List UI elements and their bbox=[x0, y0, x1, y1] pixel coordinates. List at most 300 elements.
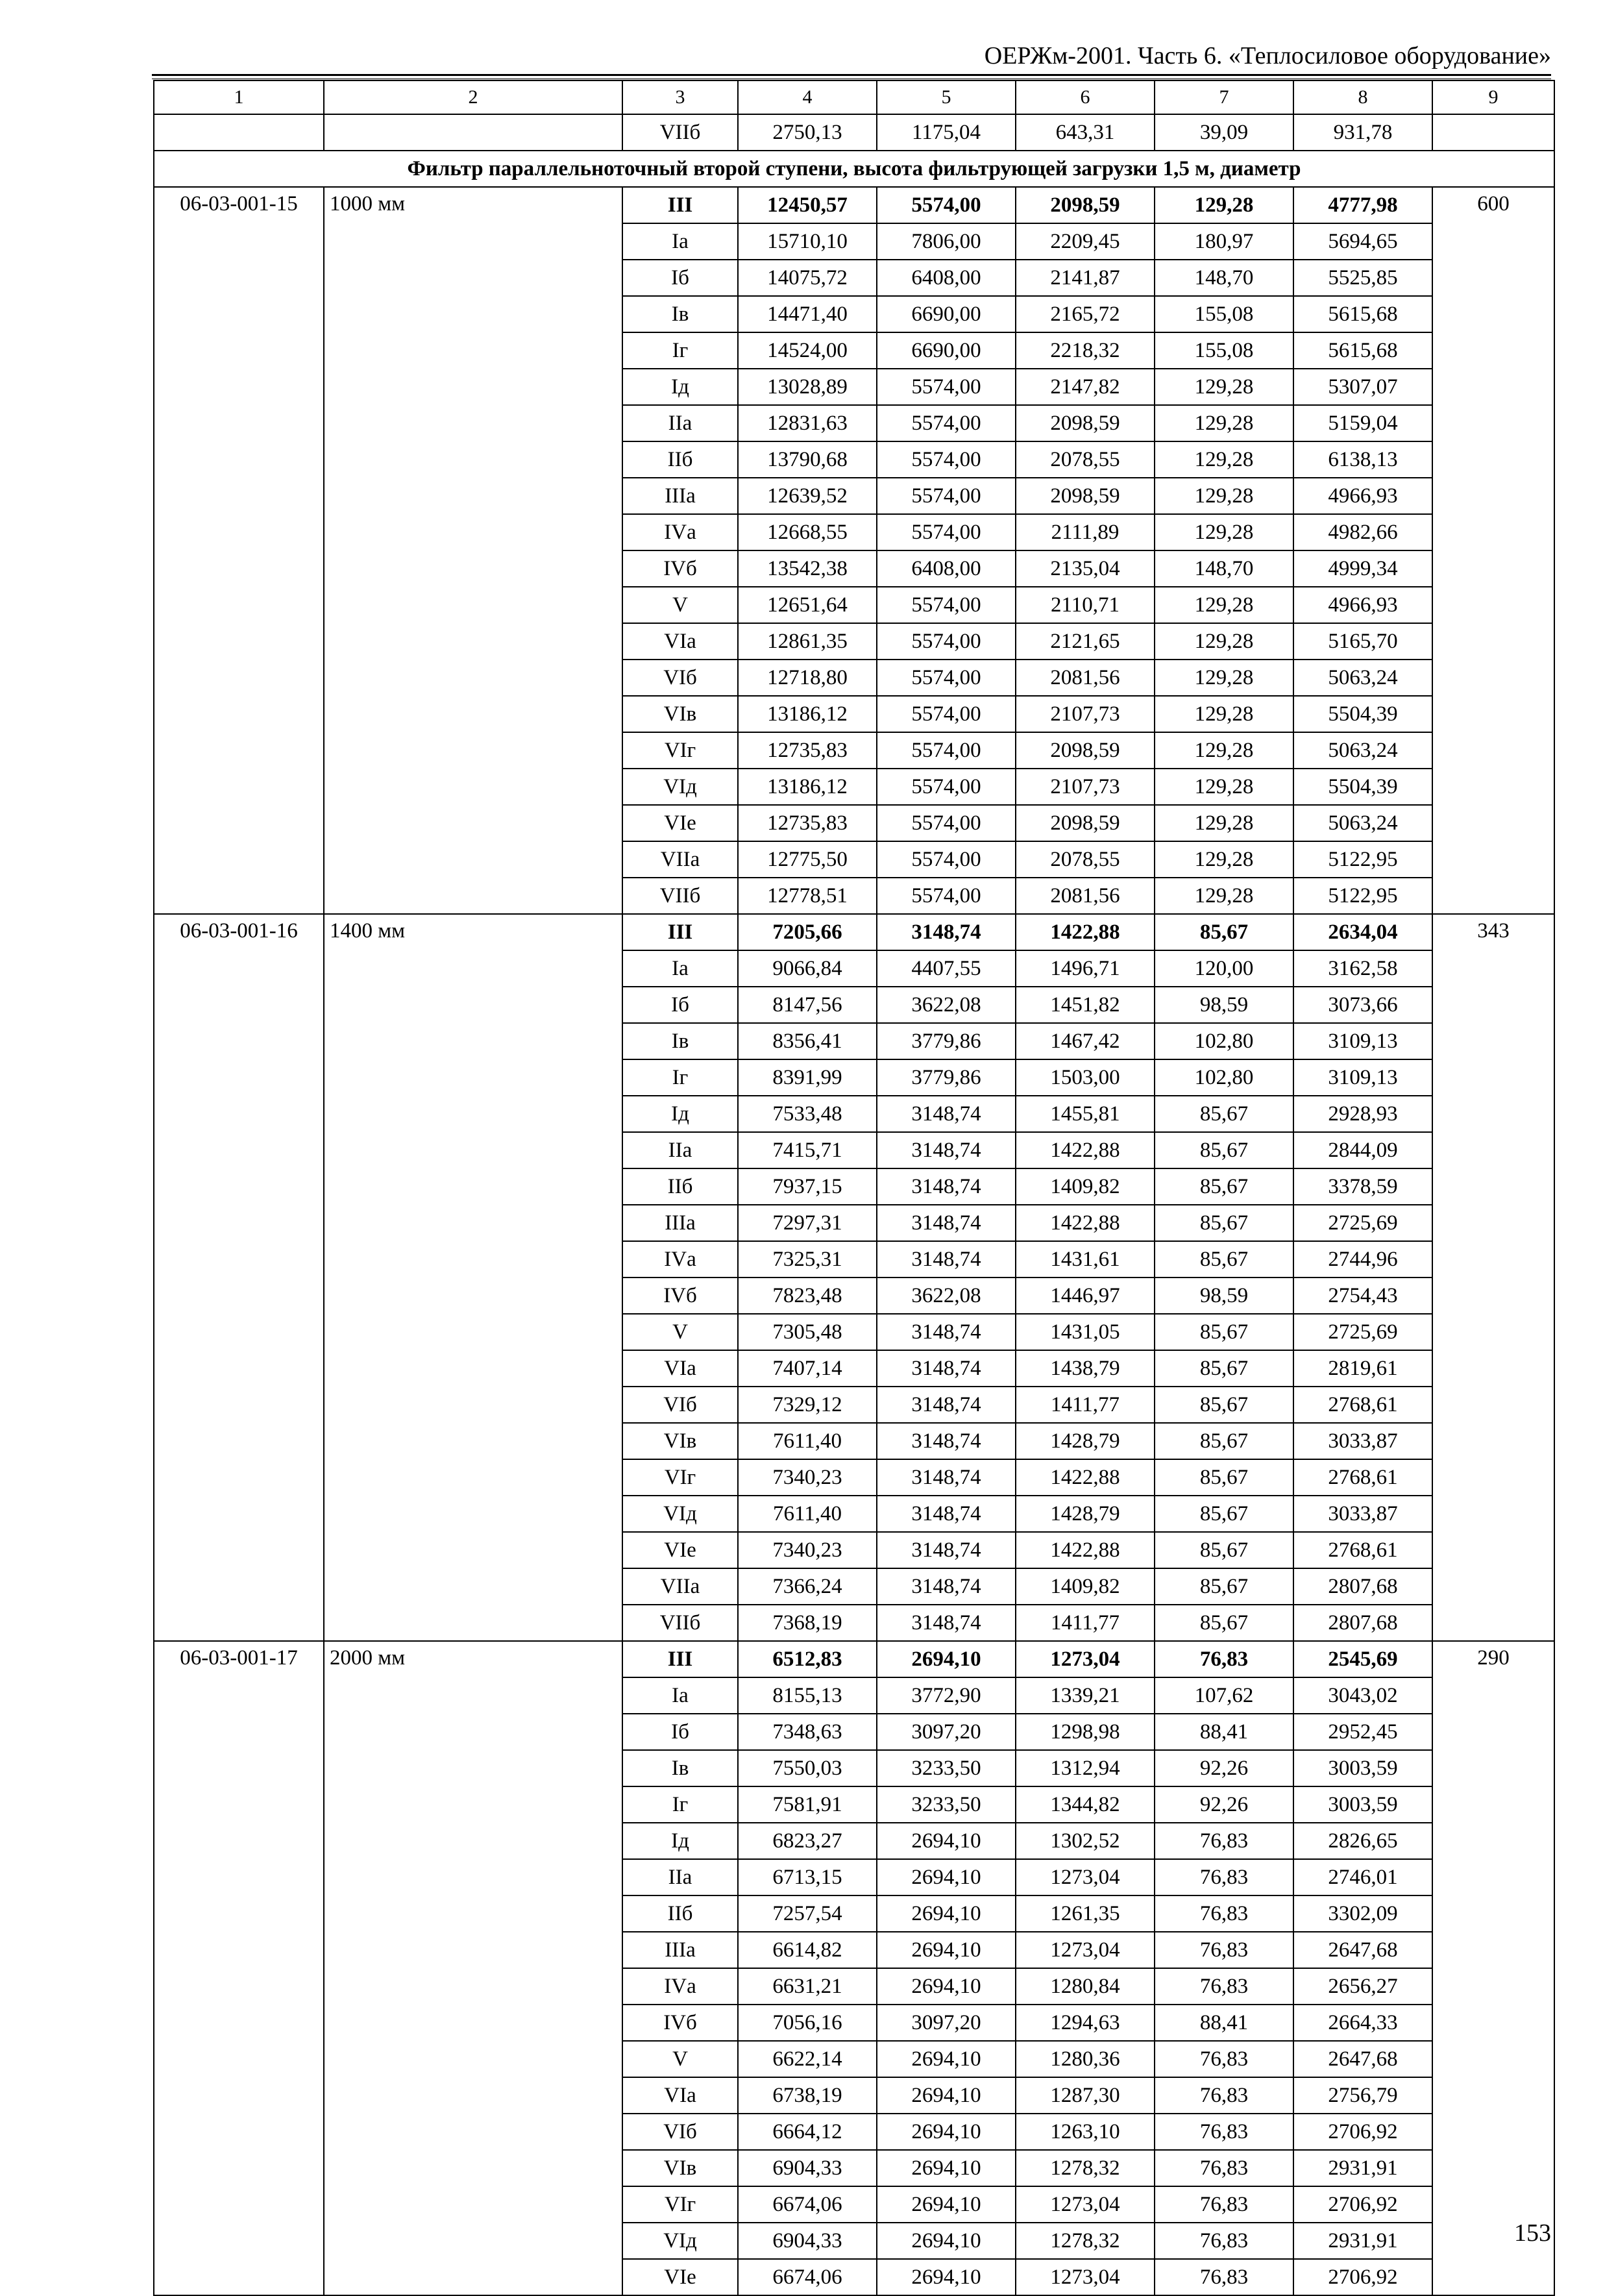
cell-value: 3779,86 bbox=[877, 1023, 1016, 1059]
cell-value: 1273,04 bbox=[1016, 1859, 1155, 1895]
col-num: 2 bbox=[324, 80, 622, 114]
cell-value: 643,31 bbox=[1016, 114, 1155, 151]
cell-value: 129,28 bbox=[1155, 769, 1293, 805]
cell-value: 5574,00 bbox=[877, 405, 1016, 441]
cell-zone: Iа bbox=[622, 223, 738, 260]
cell-value: 2768,61 bbox=[1293, 1387, 1432, 1423]
cell-value: 92,26 bbox=[1155, 1750, 1293, 1786]
cell-value: 5574,00 bbox=[877, 732, 1016, 769]
cell-price: 343 bbox=[1432, 914, 1554, 1641]
cell-value: 13186,12 bbox=[738, 769, 877, 805]
cell-value: 76,83 bbox=[1155, 2186, 1293, 2223]
cell-value: 85,67 bbox=[1155, 1205, 1293, 1241]
cell-value: 2694,10 bbox=[877, 2186, 1016, 2223]
cell-value: 85,67 bbox=[1155, 1387, 1293, 1423]
cell-value: 2098,59 bbox=[1016, 405, 1155, 441]
cell-value: 2807,68 bbox=[1293, 1605, 1432, 1641]
cell-value: 76,83 bbox=[1155, 2077, 1293, 2114]
cell-value: 85,67 bbox=[1155, 1496, 1293, 1532]
cell-zone: VIIб bbox=[622, 878, 738, 914]
cell-value: 2750,13 bbox=[738, 114, 877, 151]
cell-value: 12831,63 bbox=[738, 405, 877, 441]
cell-value: 5504,39 bbox=[1293, 696, 1432, 732]
cell-value: 2694,10 bbox=[877, 1641, 1016, 1677]
cell-value: 2694,10 bbox=[877, 1895, 1016, 1932]
cell-value: 7937,15 bbox=[738, 1168, 877, 1205]
cell-value: 6408,00 bbox=[877, 260, 1016, 296]
cell-value: 7257,54 bbox=[738, 1895, 877, 1932]
cell-value: 7340,23 bbox=[738, 1459, 877, 1496]
cell-value: 6738,19 bbox=[738, 2077, 877, 2114]
cell-value: 6614,82 bbox=[738, 1932, 877, 1968]
cell-value: 2078,55 bbox=[1016, 841, 1155, 878]
cell-value: 2694,10 bbox=[877, 1823, 1016, 1859]
cell-value: 5307,07 bbox=[1293, 369, 1432, 405]
cell-value: 2098,59 bbox=[1016, 187, 1155, 223]
cell-zone: V bbox=[622, 1314, 738, 1350]
cell-value: 2694,10 bbox=[877, 1968, 1016, 2005]
cell-value: 155,08 bbox=[1155, 296, 1293, 332]
cell-zone: IIа bbox=[622, 1859, 738, 1895]
cell-value: 1339,21 bbox=[1016, 1677, 1155, 1714]
cell-value: 3148,74 bbox=[877, 1314, 1016, 1350]
cell-value: 2754,43 bbox=[1293, 1278, 1432, 1314]
cell-value: 1302,52 bbox=[1016, 1823, 1155, 1859]
cell-value: 5063,24 bbox=[1293, 732, 1432, 769]
cell-value: 12861,35 bbox=[738, 623, 877, 660]
cell-zone: IIIа bbox=[622, 1932, 738, 1968]
cell-value: 5574,00 bbox=[877, 623, 1016, 660]
cell-value: 2725,69 bbox=[1293, 1205, 1432, 1241]
cell-zone: Iд bbox=[622, 1823, 738, 1859]
cell-zone: IIб bbox=[622, 1168, 738, 1205]
cell-value: 2647,68 bbox=[1293, 2041, 1432, 2077]
cell-value: 3148,74 bbox=[877, 1387, 1016, 1423]
cell-value: 2694,10 bbox=[877, 2077, 1016, 2114]
cell-value: 2098,59 bbox=[1016, 478, 1155, 514]
cell-code: 06-03-001-16 bbox=[154, 914, 324, 1641]
cell-zone: VIIб bbox=[622, 1605, 738, 1641]
col-num: 3 bbox=[622, 80, 738, 114]
cell-zone: IVб bbox=[622, 2005, 738, 2041]
cell-code: 06-03-001-17 bbox=[154, 1641, 324, 2295]
cell-value: 76,83 bbox=[1155, 2223, 1293, 2259]
cell-price: 600 bbox=[1432, 187, 1554, 914]
cell-value: 14524,00 bbox=[738, 332, 877, 369]
cell-value: 2694,10 bbox=[877, 1932, 1016, 1968]
cell-zone: VIг bbox=[622, 732, 738, 769]
cell-value: 76,83 bbox=[1155, 2150, 1293, 2186]
cell-value: 4966,93 bbox=[1293, 478, 1432, 514]
cell-value: 92,26 bbox=[1155, 1786, 1293, 1823]
cell-value: 7340,23 bbox=[738, 1532, 877, 1568]
cell-zone: VIд bbox=[622, 769, 738, 805]
cell-value: 85,67 bbox=[1155, 1568, 1293, 1605]
cell-value: 3003,59 bbox=[1293, 1750, 1432, 1786]
cell-value: 13028,89 bbox=[738, 369, 877, 405]
cell-value: 1263,10 bbox=[1016, 2114, 1155, 2150]
cell-zone: IIа bbox=[622, 405, 738, 441]
cell-value: 2107,73 bbox=[1016, 696, 1155, 732]
cell-value: 2928,93 bbox=[1293, 1096, 1432, 1132]
cell-value: 85,67 bbox=[1155, 1532, 1293, 1568]
cell-value: 12775,50 bbox=[738, 841, 877, 878]
cell-name: 2000 мм bbox=[324, 1641, 622, 2295]
cell-value: 85,67 bbox=[1155, 914, 1293, 950]
cell-value: 3622,08 bbox=[877, 987, 1016, 1023]
cell-value: 1422,88 bbox=[1016, 1532, 1155, 1568]
cell-value: 148,70 bbox=[1155, 260, 1293, 296]
cell-zone: V bbox=[622, 587, 738, 623]
cell-value: 7611,40 bbox=[738, 1423, 877, 1459]
cell-zone: VIд bbox=[622, 2223, 738, 2259]
cell-value: 1422,88 bbox=[1016, 914, 1155, 950]
cell-value: 2218,32 bbox=[1016, 332, 1155, 369]
cell-value: 1428,79 bbox=[1016, 1496, 1155, 1532]
cell-value: 2081,56 bbox=[1016, 878, 1155, 914]
cell-value: 107,62 bbox=[1155, 1677, 1293, 1714]
cell-value: 3109,13 bbox=[1293, 1059, 1432, 1096]
cell-value: 2931,91 bbox=[1293, 2150, 1432, 2186]
cell-value: 5694,65 bbox=[1293, 223, 1432, 260]
cell-value: 1431,05 bbox=[1016, 1314, 1155, 1350]
cell-zone: VIа bbox=[622, 623, 738, 660]
cell-value: 5063,24 bbox=[1293, 805, 1432, 841]
cell-name bbox=[324, 114, 622, 151]
cell-value: 2209,45 bbox=[1016, 223, 1155, 260]
cell-value: 5574,00 bbox=[877, 187, 1016, 223]
cell-value: 3233,50 bbox=[877, 1750, 1016, 1786]
cell-value: 7581,91 bbox=[738, 1786, 877, 1823]
cell-value: 4407,55 bbox=[877, 950, 1016, 987]
cell-value: 1503,00 bbox=[1016, 1059, 1155, 1096]
cell-value: 76,83 bbox=[1155, 1932, 1293, 1968]
cell-value: 1278,32 bbox=[1016, 2223, 1155, 2259]
cell-value: 1422,88 bbox=[1016, 1459, 1155, 1496]
cell-value: 2694,10 bbox=[877, 1859, 1016, 1895]
cell-value: 1175,04 bbox=[877, 114, 1016, 151]
cell-value: 1411,77 bbox=[1016, 1605, 1155, 1641]
cell-value: 7823,48 bbox=[738, 1278, 877, 1314]
cell-value: 2656,27 bbox=[1293, 1968, 1432, 2005]
cell-value: 7407,14 bbox=[738, 1350, 877, 1387]
cell-value: 2110,71 bbox=[1016, 587, 1155, 623]
cell-value: 4999,34 bbox=[1293, 550, 1432, 587]
cell-value: 1273,04 bbox=[1016, 2259, 1155, 2295]
cell-value: 7325,31 bbox=[738, 1241, 877, 1278]
cell-value: 2768,61 bbox=[1293, 1532, 1432, 1568]
cell-value: 2706,92 bbox=[1293, 2186, 1432, 2223]
cell-zone: Iг bbox=[622, 1786, 738, 1823]
cell-value: 5122,95 bbox=[1293, 841, 1432, 878]
cell-value: 2098,59 bbox=[1016, 805, 1155, 841]
cell-value: 8391,99 bbox=[738, 1059, 877, 1096]
cell-value: 12778,51 bbox=[738, 878, 877, 914]
col-num: 4 bbox=[738, 80, 877, 114]
cell-zone: Iа bbox=[622, 950, 738, 987]
cell-value: 98,59 bbox=[1155, 1278, 1293, 1314]
cell-value: 12450,57 bbox=[738, 187, 877, 223]
cell-zone: III bbox=[622, 1641, 738, 1677]
cell-value: 6674,06 bbox=[738, 2186, 877, 2223]
cell-value: 85,67 bbox=[1155, 1459, 1293, 1496]
cell-value: 4966,93 bbox=[1293, 587, 1432, 623]
cell-value: 2147,82 bbox=[1016, 369, 1155, 405]
cell-value: 1455,81 bbox=[1016, 1096, 1155, 1132]
cell-zone: VIе bbox=[622, 805, 738, 841]
cell-value: 5615,68 bbox=[1293, 332, 1432, 369]
cell-value: 2135,04 bbox=[1016, 550, 1155, 587]
cell-value: 2141,87 bbox=[1016, 260, 1155, 296]
cell-value: 1273,04 bbox=[1016, 1641, 1155, 1677]
cell-value: 102,80 bbox=[1155, 1059, 1293, 1096]
cell-value: 76,83 bbox=[1155, 1859, 1293, 1895]
cell-value: 8356,41 bbox=[738, 1023, 877, 1059]
cell-value: 5574,00 bbox=[877, 841, 1016, 878]
cell-value: 129,28 bbox=[1155, 660, 1293, 696]
cell-value: 129,28 bbox=[1155, 441, 1293, 478]
cell-zone: VIе bbox=[622, 1532, 738, 1568]
table-row bbox=[154, 187, 1554, 223]
cell-value: 1467,42 bbox=[1016, 1023, 1155, 1059]
cell-value: 39,09 bbox=[1155, 114, 1293, 151]
cell-zone: IIIа bbox=[622, 1205, 738, 1241]
cell-value: 7368,19 bbox=[738, 1605, 877, 1641]
cell-zone: IVб bbox=[622, 550, 738, 587]
cell-zone: VIб bbox=[622, 660, 738, 696]
cell-value: 85,67 bbox=[1155, 1168, 1293, 1205]
cell-value: 7366,24 bbox=[738, 1568, 877, 1605]
cell-value: 5165,70 bbox=[1293, 623, 1432, 660]
cell-value: 1411,77 bbox=[1016, 1387, 1155, 1423]
cell-value: 3148,74 bbox=[877, 914, 1016, 950]
cell-value: 6713,15 bbox=[738, 1859, 877, 1895]
cell-value: 2165,72 bbox=[1016, 296, 1155, 332]
cell-value: 120,00 bbox=[1155, 950, 1293, 987]
cell-value: 3148,74 bbox=[877, 1350, 1016, 1387]
cell-value: 1344,82 bbox=[1016, 1786, 1155, 1823]
cell-value: 5574,00 bbox=[877, 478, 1016, 514]
cell-value: 3378,59 bbox=[1293, 1168, 1432, 1205]
col-num: 1 bbox=[154, 80, 324, 114]
cell-value: 1409,82 bbox=[1016, 1168, 1155, 1205]
cell-value: 2078,55 bbox=[1016, 441, 1155, 478]
cell-value: 4982,66 bbox=[1293, 514, 1432, 550]
cell-value: 129,28 bbox=[1155, 878, 1293, 914]
cell-value: 2694,10 bbox=[877, 2041, 1016, 2077]
cell-value: 2706,92 bbox=[1293, 2114, 1432, 2150]
cell-value: 5615,68 bbox=[1293, 296, 1432, 332]
cell-value: 3033,87 bbox=[1293, 1423, 1432, 1459]
cell-value: 2694,10 bbox=[877, 2114, 1016, 2150]
col-num: 6 bbox=[1016, 80, 1155, 114]
cell-value: 3772,90 bbox=[877, 1677, 1016, 1714]
section-title: Фильтр параллельноточный второй ступени, высота фильтрующей загрузки 1,5 м, диаметр bbox=[154, 151, 1554, 187]
cell-zone: Iв bbox=[622, 1023, 738, 1059]
cell-name: 1000 мм bbox=[324, 187, 622, 914]
cell-value: 3148,74 bbox=[877, 1132, 1016, 1168]
cell-zone: VIе bbox=[622, 2259, 738, 2295]
cell-value: 2819,61 bbox=[1293, 1350, 1432, 1387]
cell-value: 1312,94 bbox=[1016, 1750, 1155, 1786]
cell-value: 2634,04 bbox=[1293, 914, 1432, 950]
cell-value: 931,78 bbox=[1293, 114, 1432, 151]
cell-value: 5574,00 bbox=[877, 587, 1016, 623]
cell-zone: VIIа bbox=[622, 1568, 738, 1605]
cell-value: 6690,00 bbox=[877, 332, 1016, 369]
cell-value: 6631,21 bbox=[738, 1968, 877, 2005]
cell-value: 3148,74 bbox=[877, 1241, 1016, 1278]
cell-value: 1431,61 bbox=[1016, 1241, 1155, 1278]
cell-value: 7415,71 bbox=[738, 1132, 877, 1168]
page-header: ОЕРЖм-2001. Часть 6. «Теплосиловое оборудование» bbox=[984, 42, 1551, 69]
cell-zone: Iд bbox=[622, 369, 738, 405]
cell-zone: Iд bbox=[622, 1096, 738, 1132]
cell-value: 13186,12 bbox=[738, 696, 877, 732]
cell-value: 85,67 bbox=[1155, 1605, 1293, 1641]
cell-value: 148,70 bbox=[1155, 550, 1293, 587]
cell-value: 6664,12 bbox=[738, 2114, 877, 2150]
cell-value: 85,67 bbox=[1155, 1314, 1293, 1350]
cell-value: 129,28 bbox=[1155, 369, 1293, 405]
cell-value: 3097,20 bbox=[877, 1714, 1016, 1750]
cell-value: 7205,66 bbox=[738, 914, 877, 950]
cell-value: 2768,61 bbox=[1293, 1459, 1432, 1496]
cell-value: 1422,88 bbox=[1016, 1132, 1155, 1168]
cell-value: 88,41 bbox=[1155, 1714, 1293, 1750]
cell-value: 7550,03 bbox=[738, 1750, 877, 1786]
cell-value: 15710,10 bbox=[738, 223, 877, 260]
cell-value: 3148,74 bbox=[877, 1605, 1016, 1641]
cell-value: 12651,64 bbox=[738, 587, 877, 623]
cell-zone: VIб bbox=[622, 1387, 738, 1423]
cell-value: 8147,56 bbox=[738, 987, 877, 1023]
cell-zone: VIг bbox=[622, 1459, 738, 1496]
cell-value: 2111,89 bbox=[1016, 514, 1155, 550]
column-number-row bbox=[154, 80, 1554, 114]
cell-value: 1261,35 bbox=[1016, 1895, 1155, 1932]
cell-code: 06-03-001-15 bbox=[154, 187, 324, 914]
cell-zone: Iб bbox=[622, 260, 738, 296]
cell-value: 1422,88 bbox=[1016, 1205, 1155, 1241]
col-num: 9 bbox=[1432, 80, 1554, 114]
cell-value: 3148,74 bbox=[877, 1568, 1016, 1605]
cell-value: 3148,74 bbox=[877, 1423, 1016, 1459]
cell-value: 5063,24 bbox=[1293, 660, 1432, 696]
cell-value: 2664,33 bbox=[1293, 2005, 1432, 2041]
cell-value: 2746,01 bbox=[1293, 1859, 1432, 1895]
page-number: 153 bbox=[1514, 2219, 1551, 2247]
cell-value: 2647,68 bbox=[1293, 1932, 1432, 1968]
cell-value: 9066,84 bbox=[738, 950, 877, 987]
col-num: 7 bbox=[1155, 80, 1293, 114]
header-rule bbox=[152, 74, 1551, 76]
cell-value: 7329,12 bbox=[738, 1387, 877, 1423]
cell-value: 3109,13 bbox=[1293, 1023, 1432, 1059]
cell-value: 2756,79 bbox=[1293, 2077, 1432, 2114]
cell-value: 129,28 bbox=[1155, 478, 1293, 514]
cell-value: 85,67 bbox=[1155, 1096, 1293, 1132]
cell-value: 2098,59 bbox=[1016, 732, 1155, 769]
cell-value: 76,83 bbox=[1155, 1895, 1293, 1932]
cell-value: 85,67 bbox=[1155, 1241, 1293, 1278]
cell-value: 3097,20 bbox=[877, 2005, 1016, 2041]
cell-value: 85,67 bbox=[1155, 1132, 1293, 1168]
cell-zone: VIа bbox=[622, 2077, 738, 2114]
cell-value: 7806,00 bbox=[877, 223, 1016, 260]
cell-value: 6622,14 bbox=[738, 2041, 877, 2077]
cell-value: 1294,63 bbox=[1016, 2005, 1155, 2041]
cell-zone: VIв bbox=[622, 1423, 738, 1459]
cell-value: 3148,74 bbox=[877, 1096, 1016, 1132]
price-table bbox=[153, 80, 1555, 2296]
cell-value: 180,97 bbox=[1155, 223, 1293, 260]
cell-value: 129,28 bbox=[1155, 696, 1293, 732]
cell-zone: VIIа bbox=[622, 841, 738, 878]
carryover-row bbox=[154, 114, 1554, 151]
cell-zone: Iв bbox=[622, 1750, 738, 1786]
cell-value: 7056,16 bbox=[738, 2005, 877, 2041]
cell-code bbox=[154, 114, 324, 151]
cell-value: 3233,50 bbox=[877, 1786, 1016, 1823]
cell-value: 3779,86 bbox=[877, 1059, 1016, 1096]
table-row bbox=[154, 914, 1554, 950]
table-row bbox=[154, 1641, 1554, 1677]
cell-value: 85,67 bbox=[1155, 1423, 1293, 1459]
cell-zone: VIб bbox=[622, 2114, 738, 2150]
cell-zone: IIб bbox=[622, 1895, 738, 1932]
cell-value: 129,28 bbox=[1155, 732, 1293, 769]
cell-value: 6904,33 bbox=[738, 2223, 877, 2259]
cell-zone: IVа bbox=[622, 1241, 738, 1278]
cell-value: 5574,00 bbox=[877, 660, 1016, 696]
cell-value: 2952,45 bbox=[1293, 1714, 1432, 1750]
cell-value: 5159,04 bbox=[1293, 405, 1432, 441]
cell-value: 2931,91 bbox=[1293, 2223, 1432, 2259]
cell-value: 85,67 bbox=[1155, 1350, 1293, 1387]
cell-value: 129,28 bbox=[1155, 514, 1293, 550]
cell-value: 13542,38 bbox=[738, 550, 877, 587]
cell-value: 2107,73 bbox=[1016, 769, 1155, 805]
cell-value: 1280,84 bbox=[1016, 1968, 1155, 2005]
cell-value: 3622,08 bbox=[877, 1278, 1016, 1314]
cell-value: 5525,85 bbox=[1293, 260, 1432, 296]
cell-value: 5574,00 bbox=[877, 514, 1016, 550]
cell-value: 3148,74 bbox=[877, 1532, 1016, 1568]
cell-zone: VIв bbox=[622, 696, 738, 732]
cell-zone: III bbox=[622, 914, 738, 950]
cell-zone: IIб bbox=[622, 441, 738, 478]
cell-name: 1400 мм bbox=[324, 914, 622, 1641]
cell-value: 6408,00 bbox=[877, 550, 1016, 587]
cell-value: 129,28 bbox=[1155, 587, 1293, 623]
cell-zone: Iа bbox=[622, 1677, 738, 1714]
cell-value: 129,28 bbox=[1155, 405, 1293, 441]
cell-zone: VIа bbox=[622, 1350, 738, 1387]
cell-value: 2545,69 bbox=[1293, 1641, 1432, 1677]
cell-value: 5574,00 bbox=[877, 805, 1016, 841]
cell-value: 155,08 bbox=[1155, 332, 1293, 369]
cell-value: 5574,00 bbox=[877, 769, 1016, 805]
cell-value: 76,83 bbox=[1155, 2114, 1293, 2150]
cell-value: 7348,63 bbox=[738, 1714, 877, 1750]
cell-value: 76,83 bbox=[1155, 2259, 1293, 2295]
cell-value: 76,83 bbox=[1155, 1641, 1293, 1677]
cell-value: 2694,10 bbox=[877, 2259, 1016, 2295]
cell-value: 129,28 bbox=[1155, 187, 1293, 223]
cell-value: 3162,58 bbox=[1293, 950, 1432, 987]
cell-value: 12735,83 bbox=[738, 805, 877, 841]
